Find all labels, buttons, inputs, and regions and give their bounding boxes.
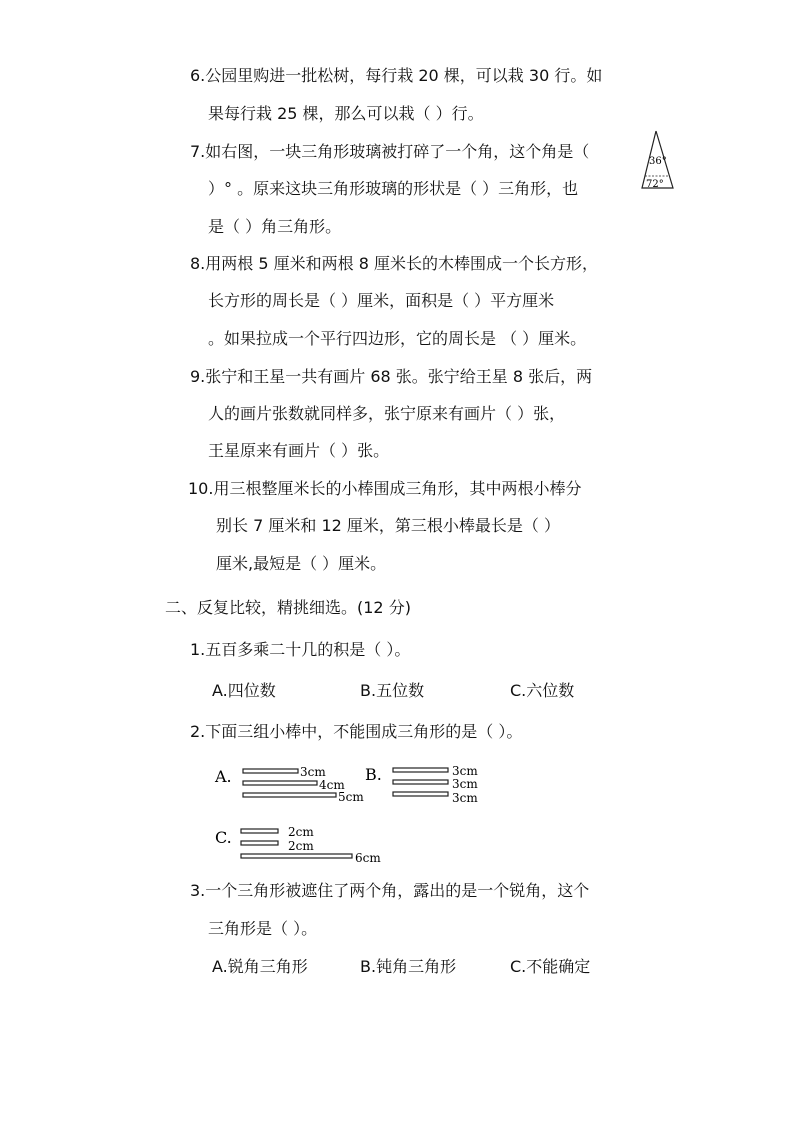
q9-line-2: 人的画片张数就同样多，张宁原来有画片（ ）张， [208, 404, 566, 423]
stick-b-2-label: 3cm [452, 777, 478, 791]
stick-b-2 [393, 780, 448, 784]
stick-c-3-label: 6cm [355, 851, 381, 865]
stick-a-3cm [243, 769, 298, 773]
stick-c-1 [241, 829, 278, 833]
s2q3-option-c: C.不能确定 [510, 957, 591, 976]
stick-c-2 [241, 841, 278, 845]
q10-line-2: 别长 7 厘米和 12 厘米，第三根小棒最长是（ ） [216, 516, 560, 535]
stick-c-1-label: 2cm [288, 825, 314, 839]
angle-36-label: 36° [649, 156, 667, 167]
sticks-figure [205, 758, 505, 868]
group-b-label: B. [365, 765, 382, 784]
s2q3-option-b: B.钝角三角形 [360, 957, 457, 976]
section-2-title: 二、反复比较，精挑细选。(12 分) [165, 598, 411, 617]
stick-b-3 [393, 792, 448, 796]
q8-line-2: 长方形的周长是（ ）厘米，面积是（ ）平方厘米 [208, 291, 555, 310]
s2q3-line-1: 3.一个三角形被遮住了两个角，露出的是一个锐角，这个 [190, 881, 590, 900]
broken-triangle-figure [638, 128, 678, 192]
stick-b-1 [393, 768, 448, 772]
s2q1-option-c: C.六位数 [510, 681, 575, 700]
q8-line-1: 8.用两根 5 厘米和两根 8 厘米长的木棒围成一个长方形， [190, 254, 598, 273]
stick-a-5cm-label: 5cm [338, 790, 364, 804]
q7-line-3: 是（ ）角三角形。 [208, 217, 342, 236]
s2q1-option-a: A.四位数 [212, 681, 276, 700]
q10-line-3: 厘米,最短是（ ）厘米。 [216, 554, 387, 573]
stick-a-5cm [243, 793, 336, 797]
q7-line-1: 7.如右图，一块三角形玻璃被打碎了一个角，这个角是（ [190, 142, 590, 161]
stick-c-2-label: 2cm [288, 839, 314, 853]
q6-line-1: 6.公园里购进一批松树，每行栽 20 棵，可以栽 30 行。如 [190, 66, 603, 85]
q9-line-1: 9.张宁和王星一共有画片 68 张。张宁给王星 8 张后，两 [190, 367, 593, 386]
stick-a-4cm-label: 4cm [319, 778, 345, 792]
stick-a-3cm-label: 3cm [300, 765, 326, 779]
s2q2-text: 2.下面三组小棒中，不能围成三角形的是（ ）。 [190, 722, 523, 741]
group-a-label: A. [215, 767, 232, 786]
stick-b-1-label: 3cm [452, 764, 478, 778]
q6-line-2: 果每行栽 25 棵，那么可以栽（ ）行。 [208, 104, 484, 123]
q7-line-2: ）° 。原来这块三角形玻璃的形状是（ ）三角形，也 [208, 179, 579, 198]
s2q3-line-2: 三角形是（ ）。 [208, 919, 318, 938]
s2q1-option-b: B.五位数 [360, 681, 425, 700]
q9-line-3: 王星原来有画片（ ）张。 [208, 441, 390, 460]
q10-line-1: 10.用三根整厘米长的小棒围成三角形，其中两根小棒分 [188, 479, 582, 498]
stick-a-4cm [243, 781, 317, 785]
s2q1-text: 1.五百多乘二十几的积是（ ）。 [190, 640, 411, 659]
group-c-label: C. [215, 828, 232, 847]
stick-c-3 [241, 854, 352, 858]
q8-line-3: 。如果拉成一个平行四边形，它的周长是 （ ）厘米。 [208, 329, 587, 348]
s2q3-option-a: A.锐角三角形 [212, 957, 308, 976]
stick-b-3-label: 3cm [452, 791, 478, 805]
angle-72-label: 72° [646, 179, 664, 190]
